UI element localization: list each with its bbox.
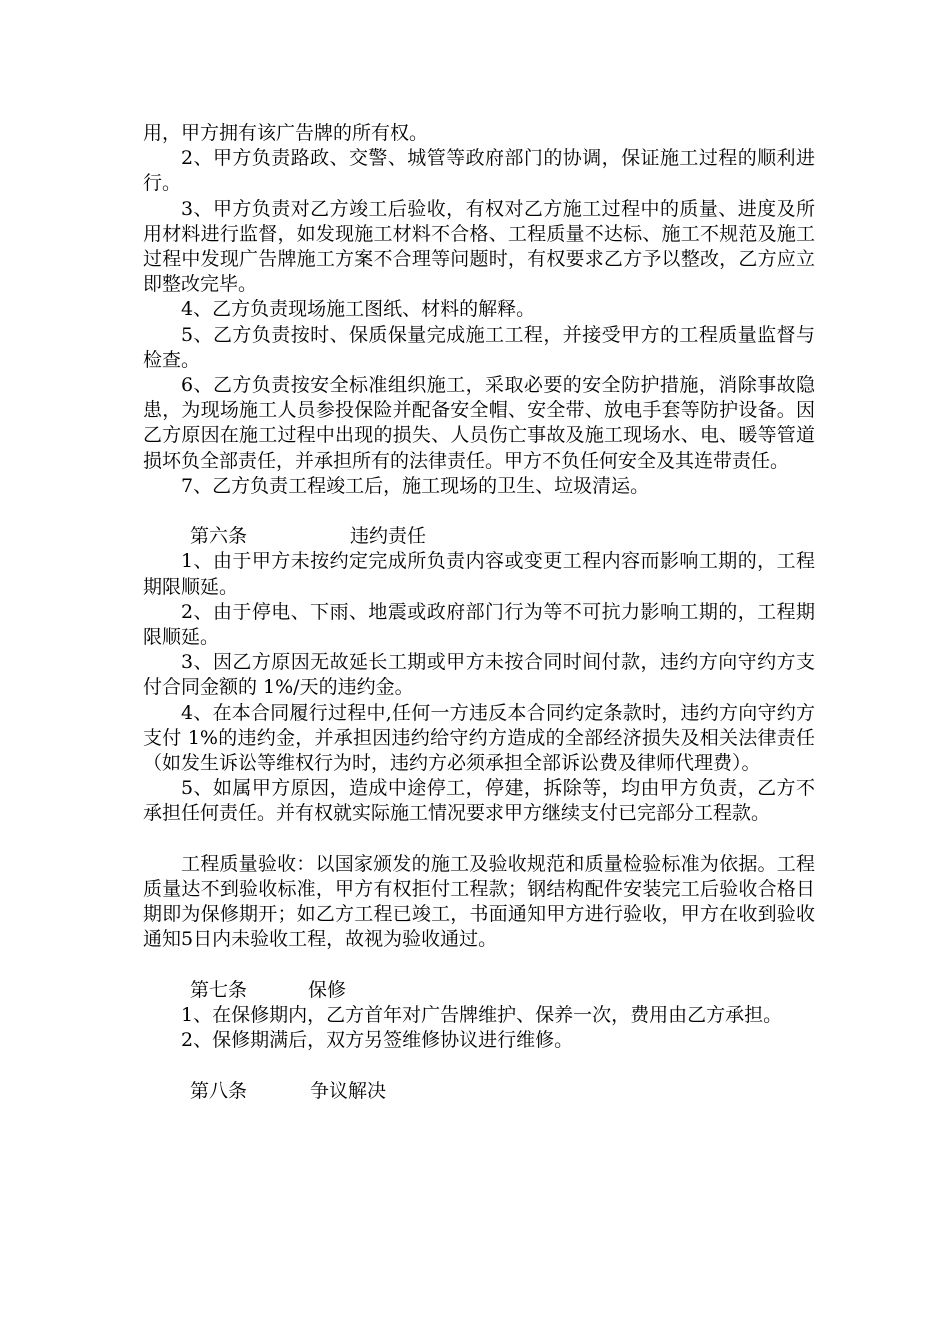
- clause-5: 5、乙方负责按时、保质保量完成施工工程，并接受甲方的工程质量监督与检查。: [143, 323, 815, 371]
- blank-line: [143, 1053, 815, 1078]
- clause-6: 6、乙方负责按安全标准组织施工，采取必要的安全防护措施，消除事故隐患，为现场施工人员参投保险并配备安全帽、安全带、放电手套等防护设备。因乙方原因在施工过程中出现的损失、人员伤亡事故及施工现场水、电、暖等管道损坏负全部责任，并承担所有的法律责任。甲方不负任何安全及其连带责任。: [143, 374, 815, 472]
- article-7-number: 第七条: [190, 978, 248, 1001]
- article-8-number: 第八条: [190, 1079, 248, 1102]
- article-7-item-1: 1、在保修期内，乙方首年对广告牌维护、保养一次，费用由乙方承担。: [181, 1004, 783, 1027]
- article-6-title: 违约责任: [350, 525, 427, 548]
- blank-line: [143, 499, 815, 524]
- article-6-item-4: 4、在本合同履行过程中,任何一方违反本合同约定条款时，违约方向守约方支付 1%的违约金，并承担因违约给守约方造成的全部经济损失及相关法律责任（如发生诉讼等维权行为时，违约方必须承担全部诉讼费及律师代理费）。: [143, 701, 815, 775]
- document-page: [143, 121, 815, 1104]
- article-8-heading: [143, 1079, 815, 1104]
- article-7-item-2: 2、保修期满后，双方另签维修协议进行维修。: [181, 1029, 574, 1052]
- article-6-number: 第六条: [190, 525, 248, 548]
- blank-line: [143, 827, 815, 852]
- continuation-paragraph: 用，甲方拥有该广告牌的所有权。: [143, 122, 429, 144]
- blank-line: [143, 953, 815, 978]
- clause-2: 2、甲方负责路政、交警、城管等政府部门的协调，保证施工过程的顺利进行。: [143, 147, 815, 195]
- clause-7: 7、乙方负责工程竣工后，施工现场的卫生、垃圾清运。: [181, 474, 650, 497]
- clause-4: 4、乙方负责现场施工图纸、材料的解释。: [181, 298, 536, 321]
- article-6-item-1: 1、由于甲方未按约定完成所负责内容或变更工程内容而影响工期的，工程期限顺延。: [143, 550, 815, 598]
- article-7-title: 保修: [308, 978, 347, 1001]
- article-8-title: 争议解决: [310, 1079, 387, 1102]
- article-6-heading: [143, 524, 815, 549]
- article-6-item-3: 3、因乙方原因无故延长工期或甲方未按合同时间付款，违约方向守约方支付合同金额的 1%/天的违约金。: [143, 651, 815, 699]
- quality-acceptance-paragraph: 工程质量验收：以国家颁发的施工及验收规范和质量检验标准为依据。工程质量达不到验收标准，甲方有权拒付工程款；钢结构配件安装完工后验收合格日期即为保修期开；如乙方工程已竣工，书面通知甲方进行验收，甲方在收到验收通知5日内未验收工程，故视为验收通过。: [143, 852, 815, 951]
- article-7-heading: [143, 978, 815, 1003]
- article-6-item-2: 2、由于停电、下雨、地震或政府部门行为等不可抗力影响工期的，工程期限顺延。: [143, 600, 815, 649]
- article-6-item-5: 5、如属甲方原因，造成中途停工，停建，拆除等，均由甲方负责，乙方不承担任何责任。并有权就实际施工情况要求甲方继续支付已完部分工程款。: [143, 777, 815, 825]
- clause-3: 3、甲方负责对乙方竣工后验收，有权对乙方施工过程中的质量、进度及所用材料进行监督，如发现施工材料不合格、工程质量不达标、施工不规范及施工过程中发现广告牌施工方案不合理等问题时，有权要求乙方予以整改，乙方应立即整改完毕。: [143, 197, 815, 296]
